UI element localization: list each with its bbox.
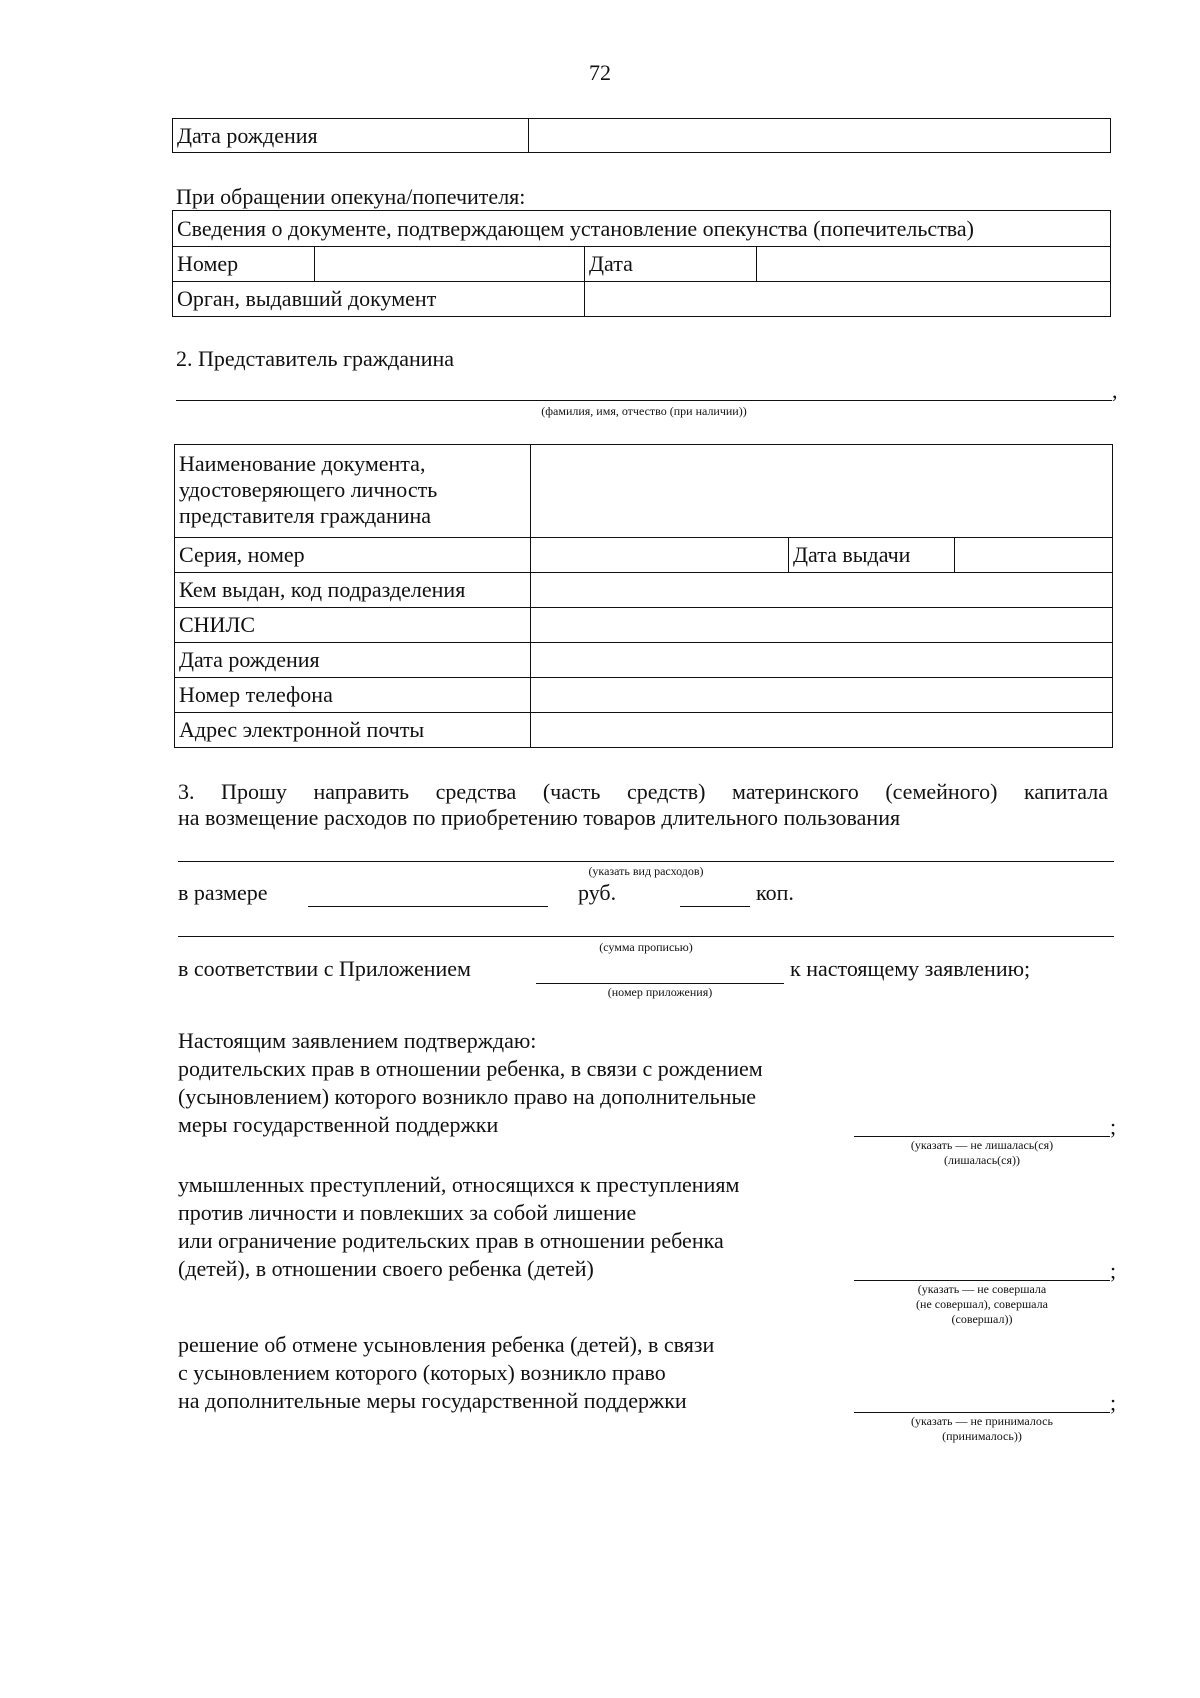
confirmation-1-line-3: меры государственной поддержки [178, 1112, 499, 1137]
confirmation-3-line-2: с усыновлением которого (которых) возникло право [178, 1360, 666, 1385]
representative-email-label: Адрес электронной почты [175, 713, 531, 748]
page-number: 72 [589, 60, 611, 85]
representative-name-line[interactable] [176, 400, 1112, 401]
request-line-2: на возмещение расходов по приобретению товаров длительного пользования [178, 805, 901, 830]
confirmation-2-caption-3: (совершал)) [951, 1312, 1013, 1326]
confirmation-3-semicolon: ; [1110, 1390, 1117, 1415]
confirmation-2-line-4: (детей), в отношении своего ребенка (детей) [178, 1256, 594, 1281]
birth-date-label: Дата рождения [173, 119, 529, 153]
representative-doc-name-label: Наименование документа, удостоверяющего личность представителя гражданина [175, 445, 531, 538]
guardian-date-field[interactable] [757, 247, 1111, 282]
confirmation-2-line-1: умышленных преступлений, относящихся к преступлениям [178, 1172, 740, 1197]
guardian-date-label: Дата [585, 247, 757, 282]
rub-label: руб. [578, 880, 617, 905]
representative-issue-date-field[interactable] [955, 538, 1113, 573]
guardian-issuer-field[interactable] [585, 282, 1111, 317]
confirmation-3-caption-1: (указать — не принималось [911, 1414, 1053, 1428]
appendix-number-caption: (номер приложения) [607, 985, 713, 999]
appendix-label: в соответствии с Приложением [178, 956, 471, 981]
sum-words-line[interactable] [178, 936, 1114, 937]
representative-email-field[interactable] [531, 713, 1113, 748]
representative-name-comma: , [1112, 378, 1118, 403]
confirmations-heading: Настоящим заявлением подтверждаю: [178, 1028, 537, 1053]
sum-words-caption: (сумма прописью) [599, 940, 693, 954]
representative-snils-field[interactable] [531, 608, 1113, 643]
representative-phone-field[interactable] [531, 678, 1113, 713]
representative-doc-name-field[interactable] [531, 445, 1113, 538]
appendix-number-line[interactable] [536, 983, 784, 984]
confirmation-3-answer-line[interactable] [854, 1412, 1110, 1413]
guardian-heading: При обращении опекуна/попечителя: [176, 184, 526, 209]
request-line-1: 3. Прошу направить средства (часть средств) материнского (семейного) капитала [178, 779, 1108, 804]
representative-table [174, 444, 1113, 748]
birth-date-field[interactable] [529, 119, 1111, 153]
rub-line[interactable] [308, 906, 548, 907]
confirmation-2-answer-line[interactable] [854, 1280, 1110, 1281]
representative-issue-date-label: Дата выдачи [789, 538, 955, 573]
expense-type-caption: (указать вид расходов) [588, 864, 704, 878]
confirmation-2-caption-2: (не совершал), совершала [916, 1297, 1048, 1311]
representative-series-number-field[interactable] [531, 538, 789, 573]
confirmation-1-line-1: родительских прав в отношении ребенка, в связи с рождением [178, 1056, 763, 1081]
guardian-issuer-label: Орган, выдавший документ [173, 282, 585, 317]
representative-snils-label: СНИЛС [175, 608, 531, 643]
guardian-number-label: Номер [173, 247, 315, 282]
kop-line[interactable] [680, 906, 750, 907]
confirmation-1-caption-1: (указать — не лишалась(ся) [910, 1138, 1054, 1152]
guardian-number-field[interactable] [315, 247, 585, 282]
confirmation-2-semicolon: ; [1110, 1258, 1117, 1283]
confirmation-1-caption-2: (лишалась(ся)) [943, 1153, 1021, 1167]
confirmation-2-caption-1: (указать — не совершала [917, 1282, 1047, 1296]
appendix-suffix: к настоящему заявлению; [790, 956, 1031, 981]
representative-name-caption: (фамилия, имя, отчество (при наличии)) [541, 404, 747, 418]
representative-birth-date-label: Дата рождения [175, 643, 531, 678]
kop-label: коп. [756, 880, 794, 905]
guardian-table [172, 210, 1111, 317]
representative-phone-label: Номер телефона [175, 678, 531, 713]
expense-type-line[interactable] [178, 861, 1114, 862]
confirmation-1-answer-line[interactable] [854, 1136, 1110, 1137]
guardian-doc-info-label: Сведения о документе, подтверждающем установление опекунства (попечительства) [173, 211, 1111, 247]
representative-heading: 2. Представитель гражданина [176, 346, 455, 371]
confirmation-3-line-1: решение об отмене усыновления ребенка (детей), в связи [178, 1332, 715, 1357]
confirmation-1-semicolon: ; [1110, 1114, 1117, 1139]
applicant-birthdate-table [172, 118, 1111, 153]
representative-birth-date-field[interactable] [531, 643, 1113, 678]
confirmation-2-line-3: или ограничение родительских прав в отношении ребенка [178, 1228, 724, 1253]
representative-series-number-label: Серия, номер [175, 538, 531, 573]
representative-issued-by-field[interactable] [531, 573, 1113, 608]
confirmation-3-line-3: на дополнительные меры государственной поддержки [178, 1388, 687, 1413]
amount-label: в размере [178, 880, 268, 905]
representative-issued-by-label: Кем выдан, код подразделения [175, 573, 531, 608]
confirmation-2-line-2: против личности и повлекших за собой лишение [178, 1200, 637, 1225]
confirmation-3-caption-2: (принималось)) [942, 1429, 1022, 1443]
confirmation-1-line-2: (усыновлением) которого возникло право на дополнительные [178, 1084, 756, 1109]
